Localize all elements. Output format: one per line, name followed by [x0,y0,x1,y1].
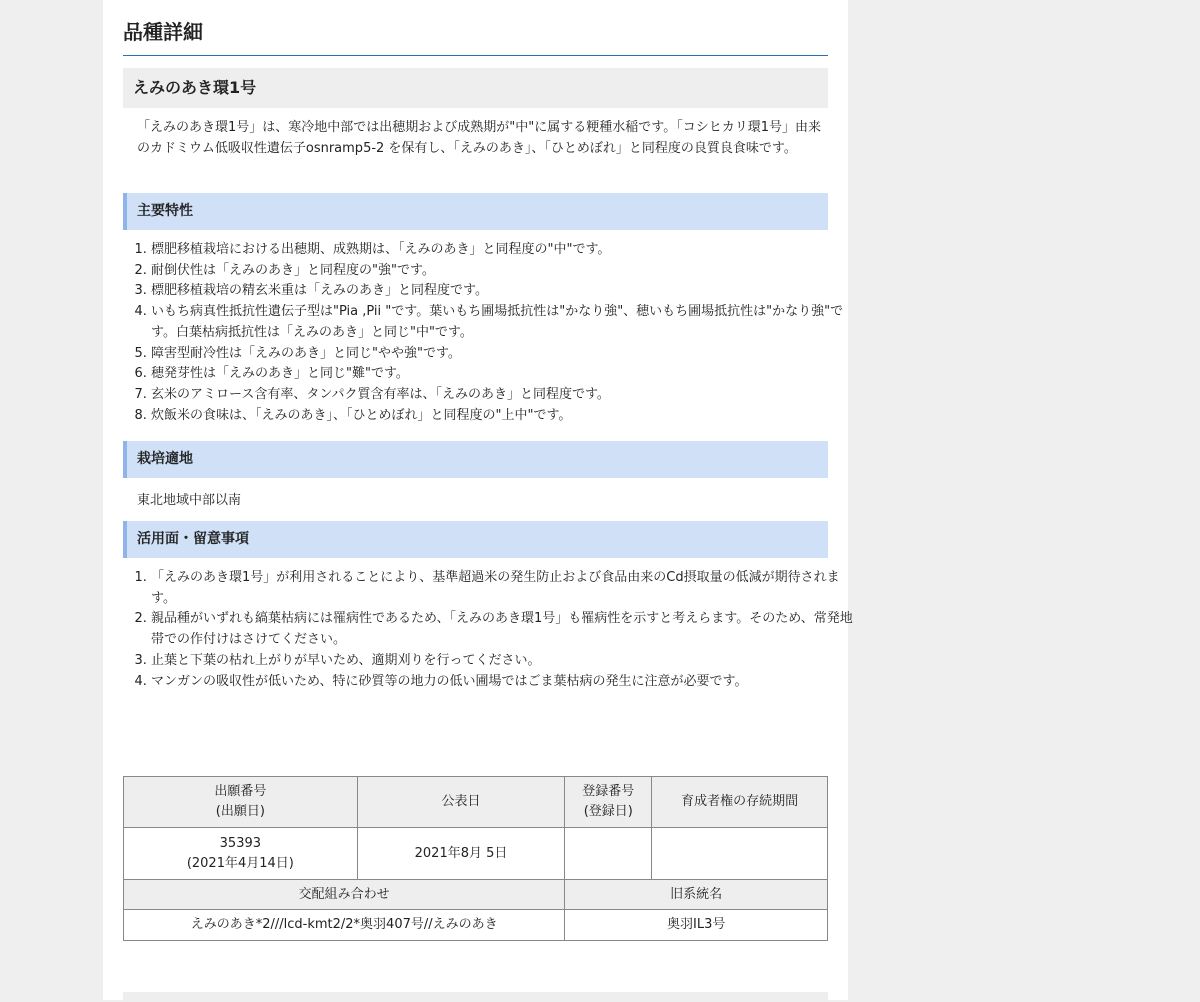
content-panel [103,0,853,1000]
list-item: 2. 親品種がいずれも縞葉枯病には罹病性であるため、「えみのあき環1号」も罹病性を示すと考えらます。そのため、常発地帯での作付けはさけてください。 [151,609,856,650]
list-item: 7. 玄米のアミロース含有率、タンパク質含有率は、「えみのあき」と同程度です。 [151,385,856,406]
next-section-box [123,992,828,1002]
header-app-no: 出願番号 [214,784,267,799]
list-item: 4. いもち病真性抵抗性遺伝子型は"Pia ,Pii "です。葉いもち圃場抵抗性は"かなり強"、穂いもち圃場抵抗性は"かなり強"です。白葉枯病抵抗性は「えみのあき」と同じ"中"です。 [151,302,856,343]
header-publication: 公表日 [357,777,565,828]
variety-name: えみのあき環1号 [123,68,828,108]
header-reg-date: (登録日) [583,804,633,819]
header-registration [565,777,652,828]
list-item: 8. 炊飯米の食味は、「えみのあき」、「ひとめぼれ」と同程度の"上中"です。 [151,406,856,427]
cell-old-name: 奥羽IL3号 [565,910,828,941]
cell-term [652,828,828,880]
list-item: 3. 止葉と下葉の枯れ上がりが早いため、適期刈りを行ってください。 [151,651,856,672]
section-heading-notes: 活用面・留意事項 [123,521,828,558]
list-item: 1. 標肥移植栽培における出穂期、成熟期は、「えみのあき」と同程度の"中"です。 [151,240,856,261]
notes-list [123,568,856,692]
cell-cross: えみのあき*2///lcd-kmt2/2*奥羽407号//えみのあき [124,910,565,941]
header-application [124,777,358,828]
cell-registration [565,828,652,880]
list-item: 6. 穂発芽性は「えみのあき」と同じ"難"です。 [151,364,856,385]
characteristics-list [123,240,856,426]
list-item: 2. 耐倒伏性は「えみのあき」と同程度の"強"です。 [151,261,856,282]
section-heading-region: 栽培適地 [123,441,828,478]
header-reg-no: 登録番号 [582,784,635,799]
application-number: 35393 [219,835,262,851]
header-app-date: (出願日) [215,804,265,819]
region-text: 東北地域中部以南 [137,493,242,508]
cell-publication: 2021年8月 5日 [357,828,565,880]
registration-table-wrap [123,776,828,941]
registration-table [123,776,828,941]
application-date: (2021年4月14日) [186,855,294,871]
header-term: 育成者権の存続期間 [652,777,828,828]
list-item: 3. 標肥移植栽培の精玄米重は「えみのあき」と同程度です。 [151,281,856,302]
list-item: 5. 障害型耐冷性は「えみのあき」と同じ"やや強"です。 [151,344,856,365]
section-heading-characteristics: 主要特性 [123,193,828,230]
header-old-name: 旧系統名 [565,880,828,910]
header-cross: 交配組み合わせ [124,880,565,910]
page-title: 品種詳細 [123,18,828,56]
list-item: 1. 「えみのあき環1号」が利用されることにより、基準超過米の発生防止および食品由来のCd摂取量の低減が期待されます。 [151,568,856,609]
variety-description: 「えみのあき環1号」は、寒冷地中部では出穂期および成熟期が"中"に属する粳種水稲です。「コシヒカリ環1号」由来のカドミウム低吸収性遺伝子osnramp5-2 を保有し、「えみのあき」、「ひとめぼれ」と同程度の良質良食味です。 [137,120,821,156]
list-item: 4. マンガンの吸収性が低いため、特に砂質等の地力の低い圃場ではごま葉枯病の発生に注意が必要です。 [151,672,856,693]
cell-application [124,828,358,880]
